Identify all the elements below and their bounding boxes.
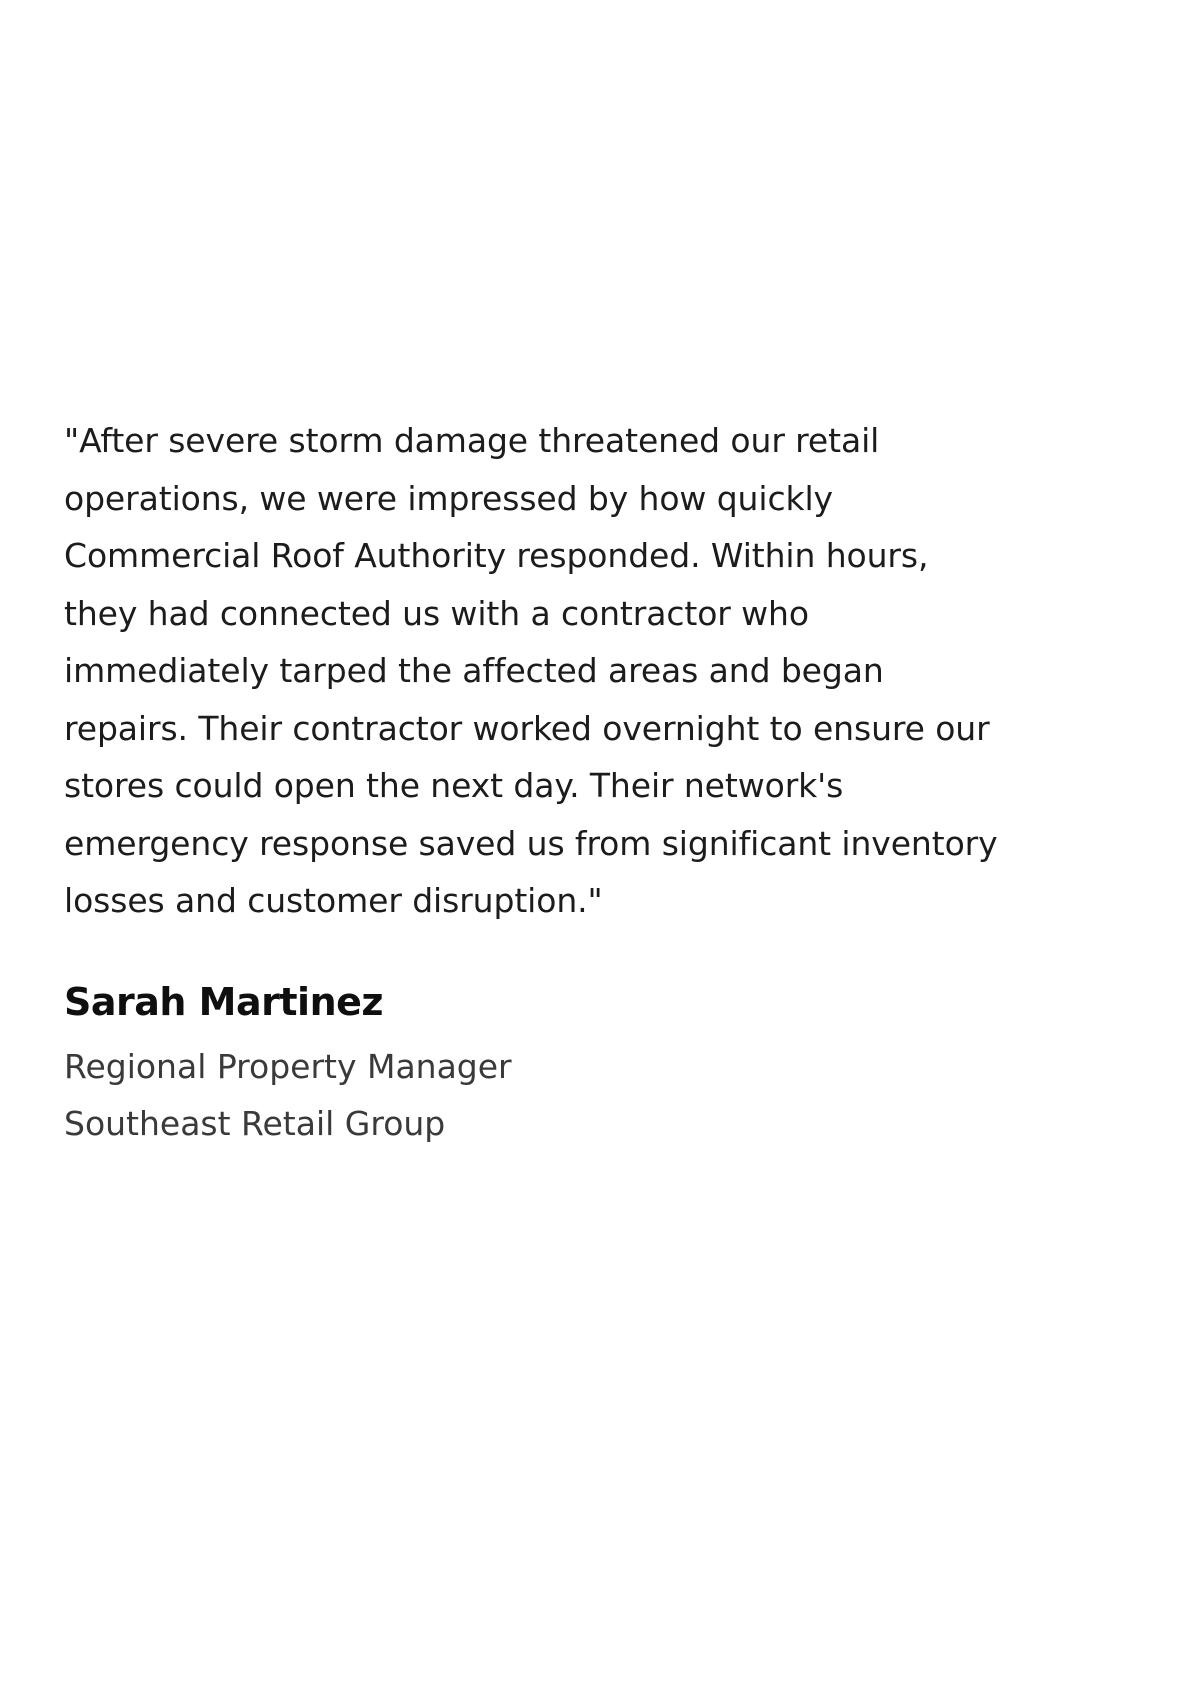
testimonial-card [64, 412, 1154, 1153]
quote-line: stores could open the next day. Their network's [64, 766, 844, 805]
author-title: Regional Property Manager [64, 1046, 512, 1086]
testimonial-quote [64, 412, 1154, 930]
quote-line: emergency response saved us from significant inventory [64, 823, 998, 863]
author-name: Sarah Martinez [64, 979, 384, 1024]
quote-line: operations, we were impressed by how quickly [64, 478, 833, 518]
quote-line: losses and customer disruption." [64, 881, 603, 920]
quote-line: Commercial Roof Authority responded. Within hours, [64, 536, 929, 575]
quote-line: "After severe storm damage threatened our retail [64, 421, 880, 460]
quote-line: immediately tarped the affected areas and began [64, 651, 884, 690]
author-company: Southeast Retail Group [64, 1104, 446, 1143]
quote-line: repairs. Their contractor worked overnight to ensure our [64, 708, 990, 748]
quote-line: they had connected us with a contractor who [64, 593, 809, 633]
